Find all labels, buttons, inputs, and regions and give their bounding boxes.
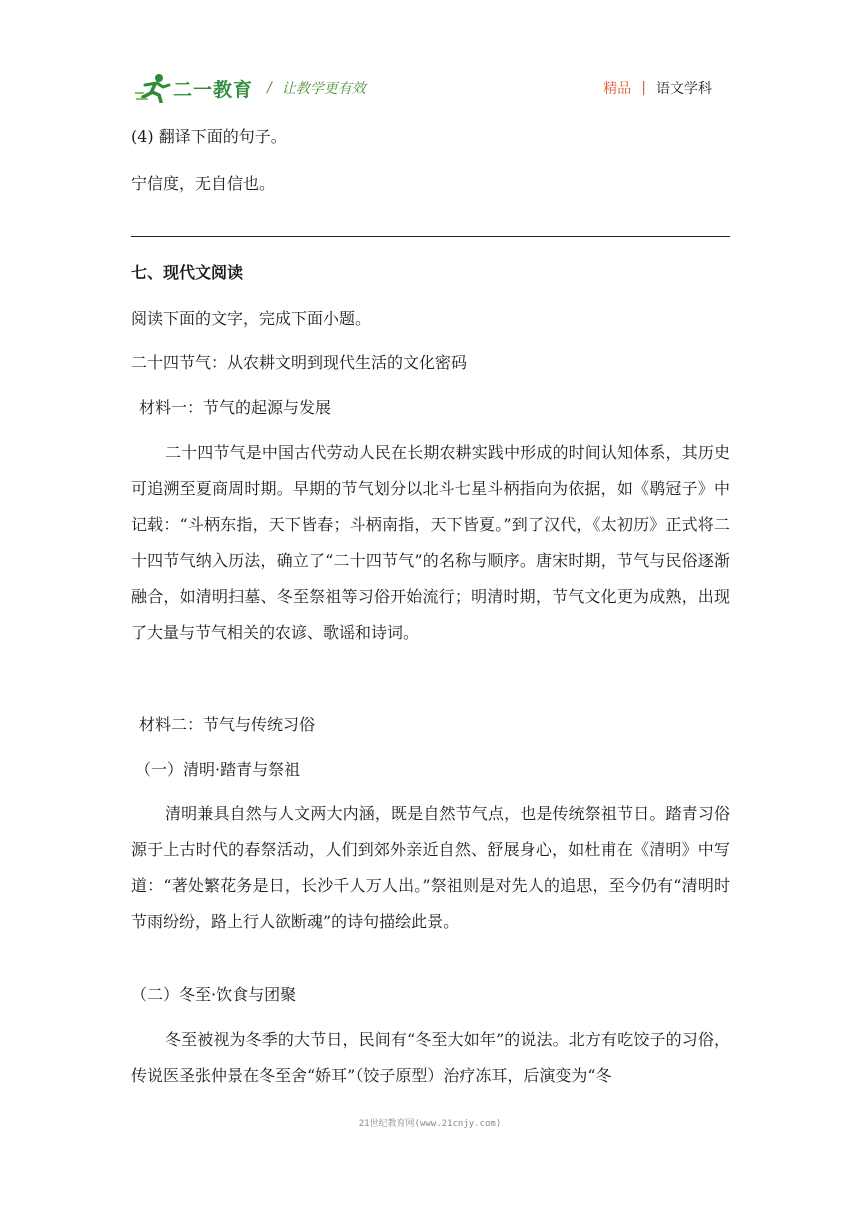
tag-divider: | [641, 80, 646, 96]
brand-slogan: 让教学更有效 [281, 81, 366, 97]
subsection-2-paragraph: 冬至被视为冬季的大节日，民间有“冬至大如年”的说法。北方有吃饺子的习俗，传说医圣张仲景在冬至舍“娇耳”（饺子原型）治疗冻耳，后演变为“冬 [131, 1030, 730, 1085]
material-1-title: 材料一：节气的起源与发展 [139, 398, 332, 417]
article-title: 二十四节气：从农耕文明到现代生活的文化密码 [131, 353, 468, 372]
material-1-paragraph: 二十四节气是中国古代劳动人民在长期农耕实践中形成的时间认知体系，其历史可追溯至夏商周时期。早期的节气划分以北斗七星斗柄指向为依据，如《鹖冠子》中记载：“斗柄东指，天下皆春；斗柄南指，天下皆夏。”到了汉代，《太初历》正式将二十四节气纳入历法，确立了“二十四节气”的名称与顺序。唐宋时期，节气与民俗逐渐融合，如清明扫墓、冬至祭祖等习俗开始流行；明清时期，节气文化更为成熟，出现了大量与节气相关的农谚、歌谣和诗词。 [131, 443, 730, 642]
quality-tag: 精品 [603, 81, 632, 97]
reading-instruction: 阅读下面的文字，完成下面小题。 [131, 309, 372, 328]
question-4-label: (4) 翻译下面的句子。 [131, 127, 287, 146]
subject-tag: 语文学科 [656, 81, 712, 97]
section-divider [131, 236, 730, 237]
subsection-2-title: （二）冬至·饮食与团聚 [131, 985, 297, 1004]
material-2-title: 材料二：节气与传统习俗 [139, 715, 316, 734]
section-7-title: 七、现代文阅读 [131, 263, 244, 282]
brand-name: 二一教育 [173, 78, 254, 101]
page-footer: 21世纪教育网(www.21cnjy.com) [358, 1119, 502, 1129]
page-header [135, 70, 730, 106]
brand-logo [135, 70, 366, 106]
question-4-sentence: 宁信度，无自信也。 [131, 174, 276, 193]
running-figure-icon [135, 73, 171, 103]
slogan-separator: / [267, 80, 272, 96]
subsection-1-paragraph: 清明兼具自然与人文两大内涵，既是自然节气点，也是传统祭祖节日。踏青习俗源于上古时代的春祭活动，人们到郊外亲近自然、舒展身心，如杜甫在《清明》中写道：“著处繁花务是日，长沙千人万人出。”祭祖则是对先人的追思，至今仍有“清明时节雨纷纷，路上行人欲断魂”的诗句描绘此景。 [131, 804, 730, 931]
subsection-1-title: （一）清明·踏青与祭祖 [135, 760, 301, 779]
header-tags [603, 78, 712, 98]
